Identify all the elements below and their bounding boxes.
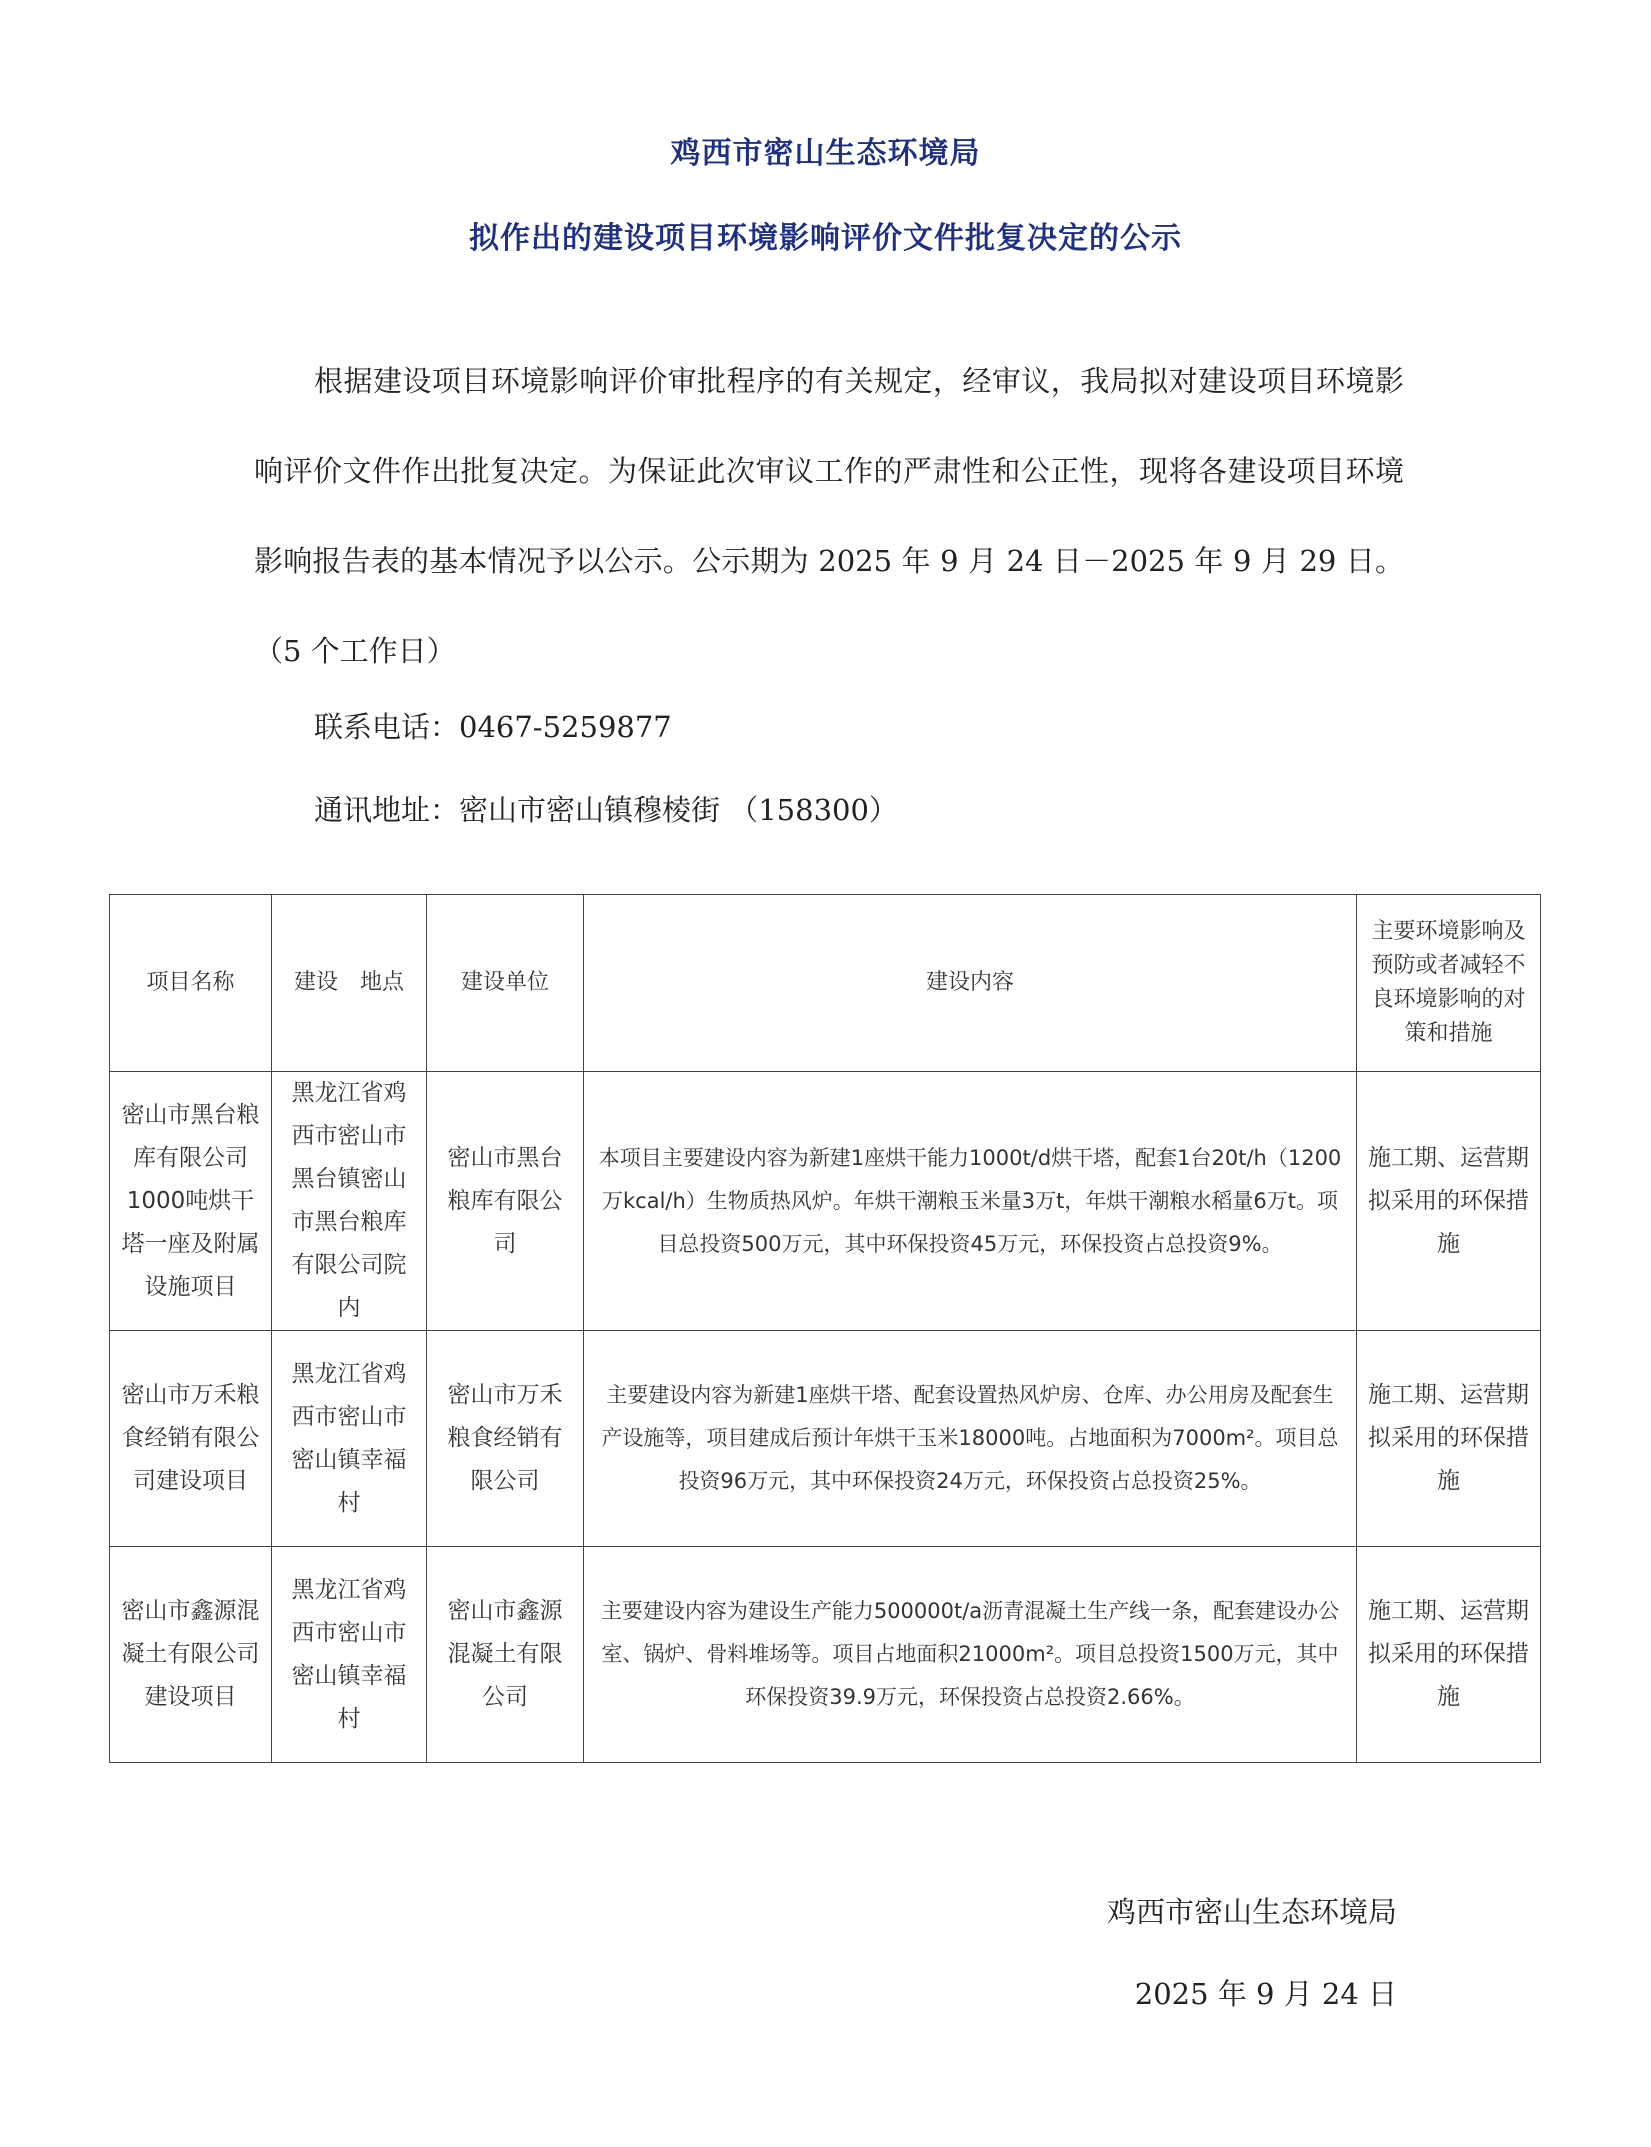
- table-row: [110, 1547, 1541, 1763]
- cell-content: 主要建设内容为建设生产能力500000t/a沥青混凝土生产线一条，配套建设办公室、锅炉、骨料堆场等。项目占地面积21000m²。项目总投资1500万元，其中环保投资39.9万元，环保投资占总投资2.66%。: [584, 1547, 1357, 1763]
- cell-measures: 施工期、运营期拟采用的环保措施: [1357, 1547, 1541, 1763]
- signature-organization: 鸡西市密山生态环境局: [1106, 1895, 1397, 1929]
- cell-measures: 施工期、运营期拟采用的环保措施: [1357, 1331, 1541, 1547]
- cell-project-name: 密山市黑台粮库有限公司1000吨烘干塔一座及附属设施项目: [110, 1072, 272, 1331]
- header-project-name: 项目名称: [110, 895, 272, 1072]
- cell-unit: 密山市万禾粮食经销有限公司: [427, 1331, 584, 1547]
- contact-address: 通讯地址：密山市密山镇穆棱街 （158300）: [314, 793, 898, 827]
- header-content: 建设内容: [584, 895, 1357, 1072]
- table-header-row: [110, 895, 1541, 1072]
- cell-location: 黑龙江省鸡西市密山市密山镇幸福村: [272, 1331, 427, 1547]
- header-unit: 建设单位: [427, 895, 584, 1072]
- cell-content: 主要建设内容为新建1座烘干塔、配套设置热风炉房、仓库、办公用房及配套生产设施等，项目建成后预计年烘干玉米18000吨。占地面积为7000m²。项目总投资96万元，其中环保投资24万元，环保投资占总投资25%。: [584, 1331, 1357, 1547]
- intro-paragraph: 根据建设项目环境影响评价审批程序的有关规定，经审议，我局拟对建设项目环境影响评价文件作出批复决定。为保证此次审议工作的严肃性和公正性，现将各建设项目环境影响报告表的基本情况予以公示。公示期为 2025 年 9 月 24 日－2025 年 9 月 29 日。（5 个工作日）: [254, 364, 1404, 668]
- header-location: 建设 地点: [272, 895, 427, 1072]
- table-row: [110, 1331, 1541, 1547]
- cell-unit: 密山市黑台粮库有限公司: [427, 1072, 584, 1331]
- cell-project-name: 密山市鑫源混凝土有限公司建设项目: [110, 1547, 272, 1763]
- signature-date: 2025 年 9 月 24 日: [1134, 1977, 1397, 2011]
- cell-unit: 密山市鑫源混凝土有限公司: [427, 1547, 584, 1763]
- contact-phone: 联系电话：0467-5259877: [314, 710, 672, 744]
- header-measures: 主要环境影响及预防或者减轻不良环境影响的对策和措施: [1357, 895, 1541, 1072]
- cell-project-name: 密山市万禾粮食经销有限公司建设项目: [110, 1331, 272, 1547]
- table-row: [110, 1072, 1541, 1331]
- cell-location: 黑龙江省鸡西市密山市黑台镇密山市黑台粮库有限公司院内: [272, 1072, 427, 1331]
- document-title: 鸡西市密山生态环境局: [670, 136, 981, 171]
- cell-content: 本项目主要建设内容为新建1座烘干能力1000t/d烘干塔，配套1台20t/h（1200万kcal/h）生物质热风炉。年烘干潮粮玉米量3万t，年烘干潮粮水稻量6万t。项目总投资500万元，其中环保投资45万元，环保投资占总投资9%。: [584, 1072, 1357, 1331]
- cell-location: 黑龙江省鸡西市密山市密山镇幸福村: [272, 1547, 427, 1763]
- cell-measures: 施工期、运营期拟采用的环保措施: [1357, 1072, 1541, 1331]
- document-subtitle: 拟作出的建设项目环境影响评价文件批复决定的公示: [469, 221, 1182, 256]
- projects-table: [109, 894, 1541, 1763]
